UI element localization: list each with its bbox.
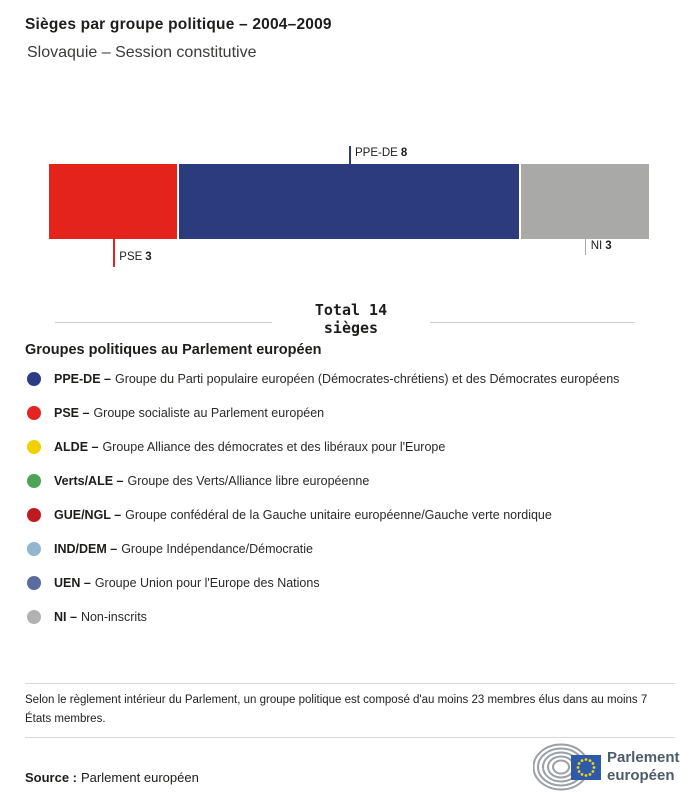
legend-abbr: PPE-DE – — [54, 372, 111, 386]
total-seats-line2: sièges — [323, 319, 379, 337]
legend-desc: Groupe Union pour l'Europe des Nations — [94, 576, 320, 590]
legend-abbr: ALDE – — [54, 440, 99, 454]
european-parliament-logo — [533, 742, 680, 792]
source-line — [25, 770, 199, 785]
ppe-de-value: 8 — [400, 147, 408, 159]
legend-item-verts-ale — [25, 471, 665, 491]
legend-desc: Groupe Indépendance/Démocratie — [121, 542, 313, 556]
total-divider-right — [430, 322, 635, 323]
bar-segment-ni — [521, 164, 649, 239]
footnote-divider-top — [25, 683, 675, 684]
stacked-bar — [49, 164, 649, 239]
total-seats — [272, 301, 430, 337]
legend-heading: Groupes politiques au Parlement européen — [25, 342, 322, 358]
legend — [25, 369, 665, 641]
logo-wordmark-line1: Parlement — [607, 749, 680, 766]
legend-item-alde — [25, 437, 665, 457]
gue-ngl-color-dot — [27, 508, 41, 522]
legend-desc: Groupe des Verts/Alliance libre européenne — [127, 474, 370, 488]
ni-label: NI — [590, 240, 603, 252]
bar-segment-pse — [49, 164, 177, 239]
alde-color-dot — [27, 440, 41, 454]
ppe-de-label: PPE-DE — [355, 147, 398, 159]
legend-abbr: NI – — [54, 610, 77, 624]
legend-desc: Groupe du Parti populaire européen (Démocrates-chrétiens) et des Démocrates européens — [114, 372, 620, 386]
ppe-de-tick — [349, 146, 351, 164]
legend-desc: Groupe confédéral de la Gauche unitaire européenne/Gauche verte nordique — [125, 508, 552, 522]
legend-abbr: IND/DEM – — [54, 542, 118, 556]
footnote-divider-bottom — [25, 737, 675, 738]
legend-item-ppe-de — [25, 369, 665, 389]
page-title: Sièges par groupe politique – 2004–2009 — [25, 16, 332, 33]
legend-desc: Non-inscrits — [80, 610, 147, 624]
legend-abbr: UEN – — [54, 576, 91, 590]
logo-wordmark — [607, 749, 680, 785]
footnote: Selon le règlement intérieur du Parlement, un groupe politique est composé d'au moins 23 membres élus dans au moins 7 États membres. — [25, 694, 648, 725]
legend-item-uen — [25, 573, 665, 593]
page-subtitle: Slovaquie – Session constitutive — [27, 44, 257, 61]
legend-abbr: Verts/ALE – — [54, 474, 124, 488]
ppe-de-color-dot — [27, 372, 41, 386]
pse-tick — [113, 239, 115, 267]
pse-value: 3 — [145, 251, 152, 263]
ni-tick — [585, 239, 587, 255]
legend-item-ni — [25, 607, 665, 627]
total-seats-line1: Total 14 — [314, 301, 388, 319]
source-value: Parlement européen — [81, 770, 199, 785]
verts-ale-color-dot — [27, 474, 41, 488]
legend-desc: Groupe socialiste au Parlement européen — [93, 406, 325, 420]
pse-color-dot — [27, 406, 41, 420]
uen-color-dot — [27, 576, 41, 590]
legend-item-gue-ngl — [25, 505, 665, 525]
ind-dem-color-dot — [27, 542, 41, 556]
legend-item-ind-dem — [25, 539, 665, 559]
pse-label: PSE — [119, 251, 143, 263]
legend-item-pse — [25, 403, 665, 423]
legend-abbr: PSE – — [54, 406, 90, 420]
ni-value: 3 — [605, 240, 612, 252]
ni-color-dot — [27, 610, 41, 624]
legend-abbr: GUE/NGL – — [54, 508, 122, 522]
seats-bar-chart — [49, 140, 649, 270]
logo-wordmark-line2: européen — [607, 767, 675, 784]
total-divider-left — [55, 322, 272, 323]
parliament-hemicycle-icon — [533, 742, 601, 792]
source-label: Source : — [25, 770, 78, 785]
legend-desc: Groupe Alliance des démocrates et des libéraux pour l'Europe — [102, 440, 446, 454]
bar-segment-ppe-de — [179, 164, 520, 239]
